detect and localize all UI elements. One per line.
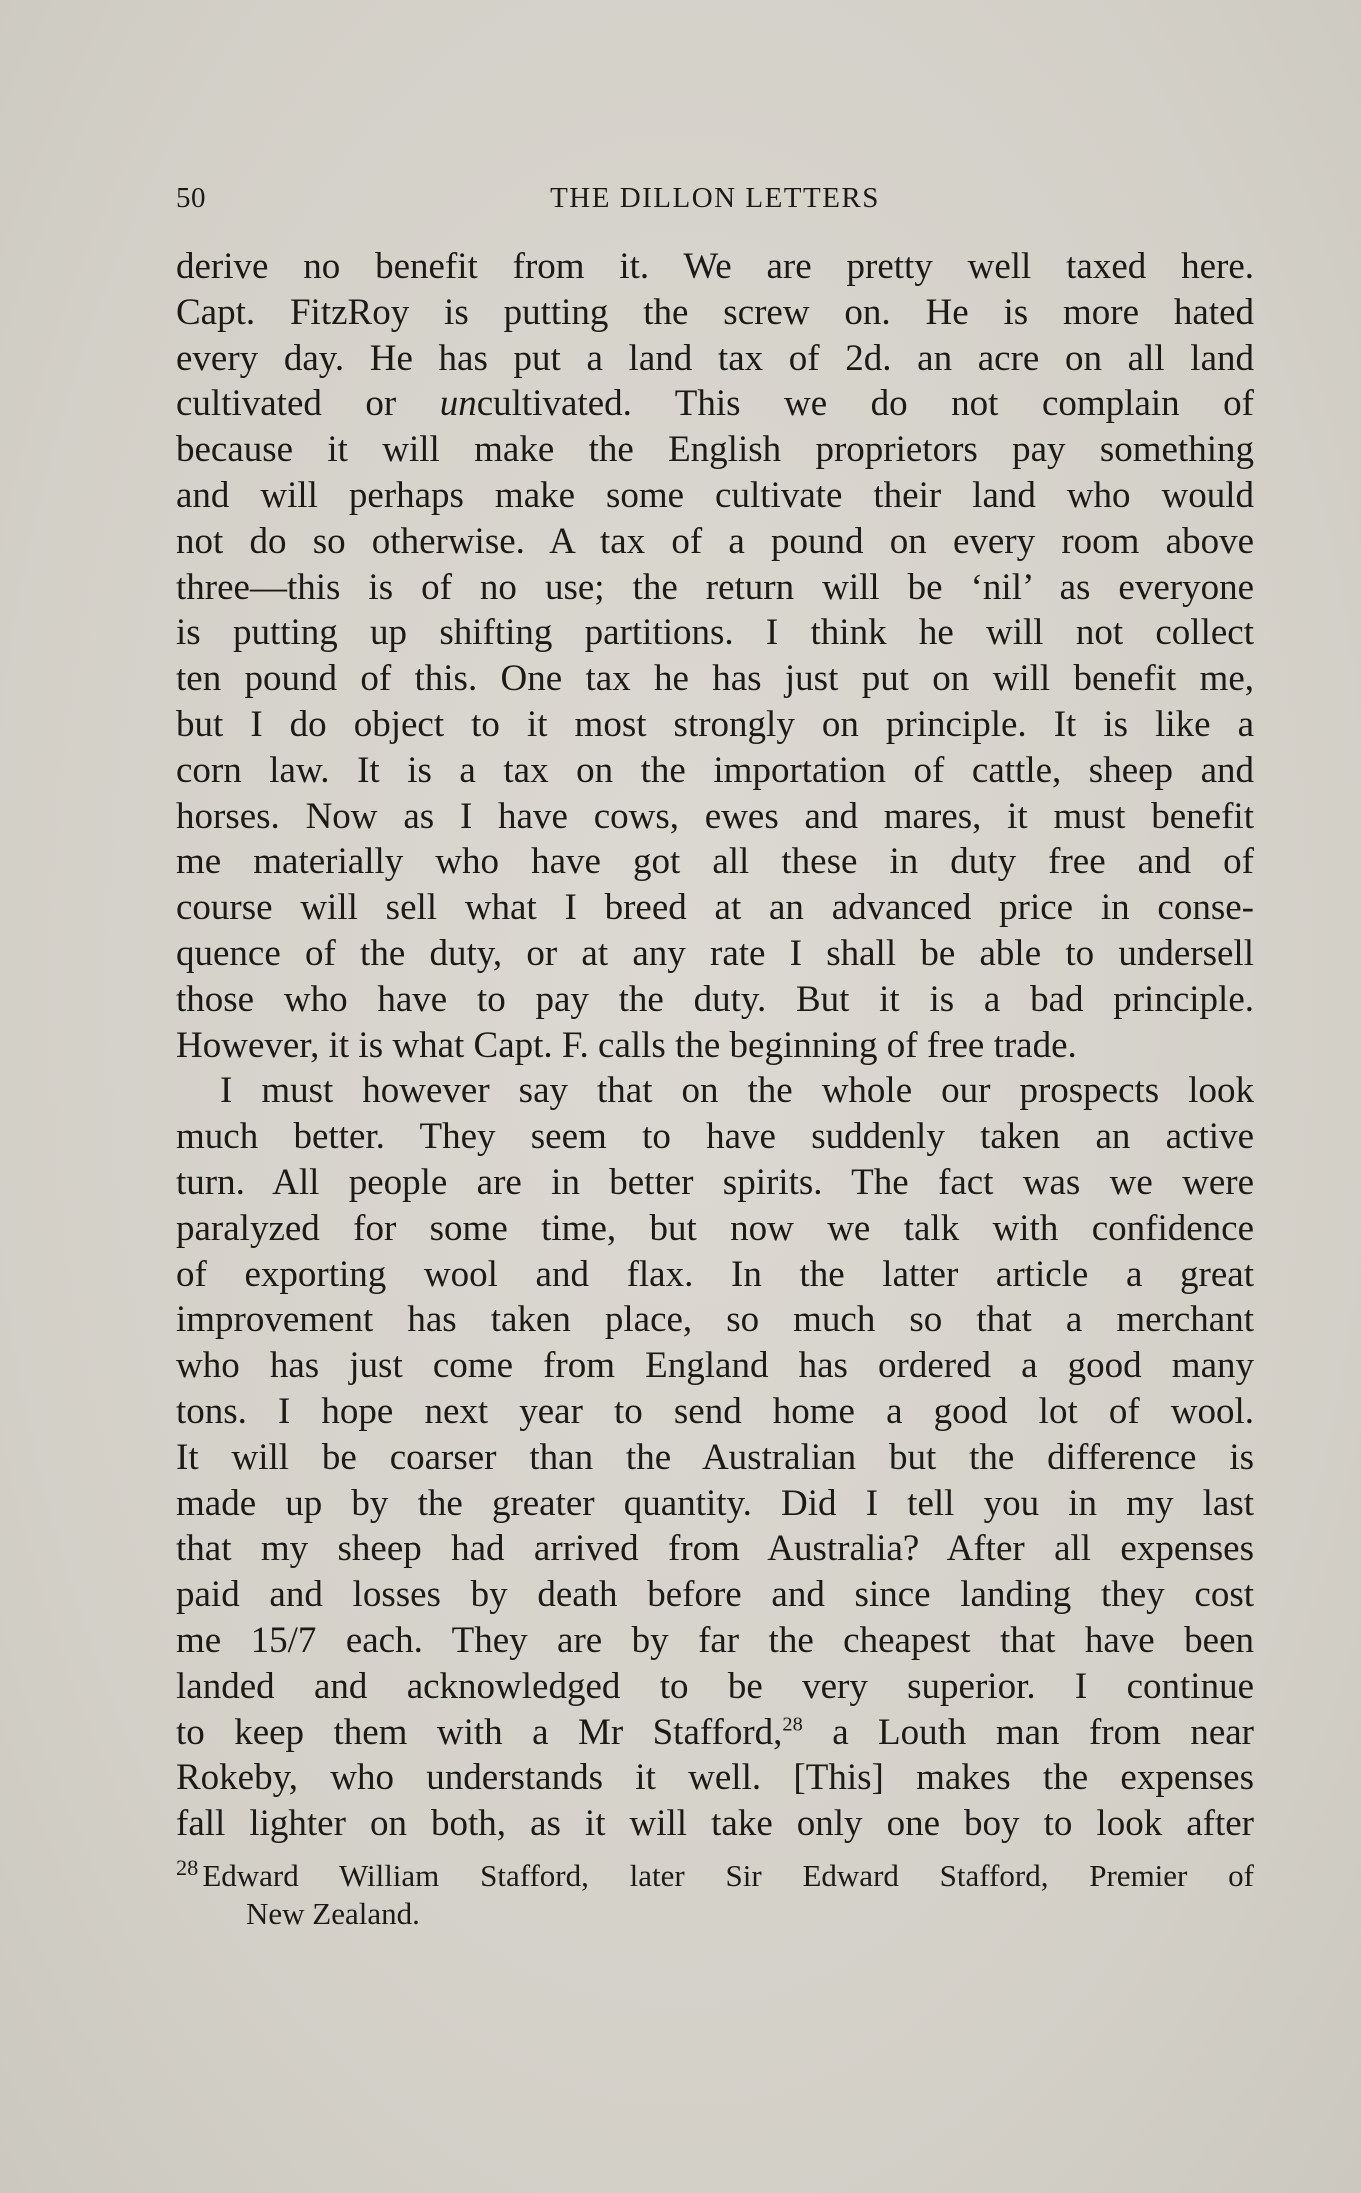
text-line: derive no benefit from it. We are pretty well taxed here. xyxy=(176,246,1254,287)
text-line: Capt. FitzRoy is putting the screw on. He is more hated xyxy=(176,291,1254,333)
body-text xyxy=(176,244,1254,1847)
text-line: course will sell what I breed at an advanced price in conse- xyxy=(176,887,1254,929)
footnote-marker: 28 xyxy=(176,1854,199,1880)
text-line: me materially who have got all these in duty free and of xyxy=(176,841,1254,883)
text-line: landed and acknowledged to be very superior. I continue xyxy=(176,1665,1254,1707)
text-line: of exporting wool and flax. In the latter article a great xyxy=(176,1253,1254,1295)
footnote-reference[interactable]: 28 xyxy=(782,1713,803,1736)
text-line: ten pound of this. One tax he has just put on will benefit me, xyxy=(176,658,1254,700)
footnote-line: New Zealand. xyxy=(246,1896,420,1931)
text-line: to keep them with a Mr Stafford,$^{28}$ a Louth man from near xyxy=(176,1711,1254,1753)
text-line: paralyzed for some time, but now we talk with confidence xyxy=(176,1207,1254,1249)
text-line: because it will make the English proprietors pay something xyxy=(176,429,1254,471)
text-line: that my sheep had arrived from Australia? After all expenses xyxy=(176,1528,1254,1570)
text-line: horses. Now as I have cows, ewes and mares, it must benefit xyxy=(176,795,1254,837)
text-line: made up by the greater quantity. Did I tell you in my last xyxy=(176,1482,1254,1524)
text-line: cultivated or uncultivated. This we do not complain of xyxy=(176,383,1254,425)
text-line: corn law. It is a tax on the importation of cattle, sheep and xyxy=(176,749,1254,791)
running-head xyxy=(176,182,1254,222)
text-line: who has just come from England has ordered a good many xyxy=(176,1345,1254,1387)
footnote xyxy=(176,1854,1254,1933)
text-line: However, it is what Capt. F. calls the beginning of free trade. xyxy=(176,1024,1077,1066)
text-line: is putting up shifting partitions. I think he will not collect xyxy=(176,612,1254,654)
text-line: It will be coarser than the Australian but the difference is xyxy=(176,1436,1254,1478)
text-line: fall lighter on both, as it will take only one boy to look after xyxy=(176,1803,1254,1845)
text-line: turn. All people are in better spirits. The fact was we were xyxy=(176,1161,1254,1203)
page-number: 50 xyxy=(176,182,206,214)
text-line: quence of the duty, or at any rate I shall be able to undersell xyxy=(176,932,1254,974)
text-line: not do so otherwise. A tax of a pound on every room above xyxy=(176,520,1254,562)
text-line: every day. He has put a land tax of 2d. an acre on all land xyxy=(176,337,1254,379)
text-line: much better. They seem to have suddenly taken an active xyxy=(176,1116,1254,1158)
text-line: paid and losses by death before and since landing they cost xyxy=(176,1574,1254,1616)
text-line: me 15/7 each. They are by far the cheapest that have been xyxy=(176,1619,1254,1661)
text-line: improvement has taken place, so much so that a merchant xyxy=(176,1299,1254,1341)
text-line: those who have to pay the duty. But it is a bad principle. xyxy=(176,978,1254,1020)
italic-emphasis: un xyxy=(439,383,477,425)
text-line: Rokeby, who understands it well. [This] makes the expenses xyxy=(176,1757,1254,1799)
footnote-line: $^{28}$ Edward William Stafford, later Sir Edward Stafford, Premier of xyxy=(176,1854,1254,1893)
text-line: and will perhaps make some cultivate their land who would xyxy=(176,474,1254,516)
running-title: THE DILLON LETTERS xyxy=(550,182,880,214)
text-line: but I do object to it most strongly on principle. It is like a xyxy=(176,703,1254,745)
text-line: tons. I hope next year to send home a good lot of wool. xyxy=(176,1390,1254,1432)
text-line: three—this is of no use; the return will be ‘nil’ as everyone xyxy=(176,566,1254,608)
paragraph-start-line: I must however say that on the whole our prospects look xyxy=(220,1070,1254,1112)
